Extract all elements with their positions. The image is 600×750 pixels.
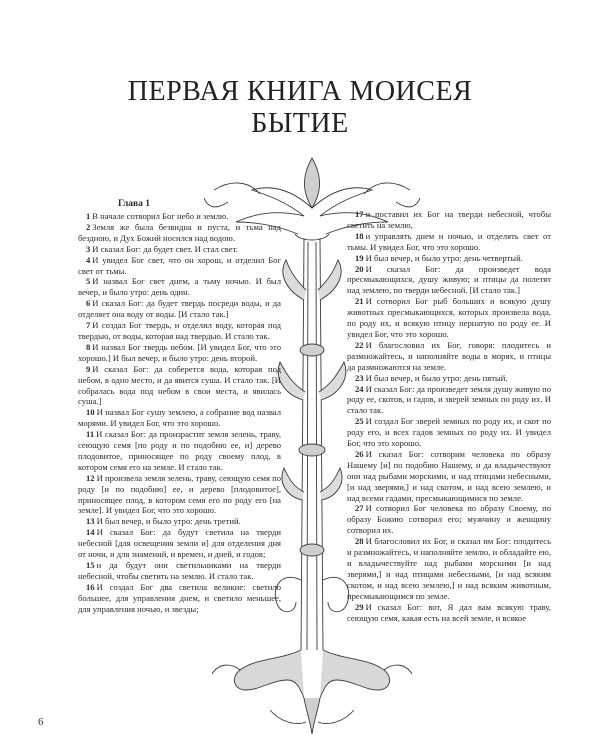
verse	[347, 253, 551, 264]
verse-text: И назвал Бог сушу землею, а собрание вод назвал морями. И увидел Бог, что это хорошо.	[78, 407, 281, 429]
verse-text: И сказал Бог: сотворим человека по образу Нашему [и] по подобию Нашему, и да владычествуют они над рыбами морскими, и над птицами небесными, [и над зверями,] и над скотом, и над всею землею, и над всеми гадами, пресмыкающимися по земле.	[347, 448, 551, 503]
verse-number: 13	[86, 516, 95, 527]
verse	[78, 244, 281, 255]
verse-number: 12	[86, 472, 95, 483]
verse-number: 9	[86, 363, 91, 374]
verse	[78, 527, 281, 560]
verse-number: 6	[86, 298, 91, 309]
verse	[78, 255, 281, 277]
verse-number: 7	[86, 320, 91, 331]
verse-number: 2	[86, 221, 91, 232]
verse	[347, 384, 551, 417]
book-title: ПЕРВАЯ КНИГА МОИСЕЯ	[127, 76, 473, 107]
verse	[78, 560, 281, 582]
verse-text: И был вечер, и было утро: день пятый.	[365, 372, 508, 383]
verse-number: 25	[355, 416, 364, 427]
verse-text: и управлять днем и ночью, и отделять свет от тьмы. И увидел Бог, что это хорошо.	[347, 230, 551, 252]
verse-number: 23	[355, 372, 364, 383]
verse-text: И сотворил Бог рыб больших и всякую душу животных пресмыкающихся, которых произвела вода, по роду их, и всякую птицу пернатую по роду ее. И увидел Бог, что это хорошо.	[347, 296, 551, 339]
right-column	[347, 209, 551, 623]
verse-text: И сотворил Бог человека по образу Своему, по образу Божию сотворил его; мужчину и женщину сотворил их.	[347, 503, 551, 536]
verse-text: И благословил их Бог, и сказал им Бог: плодитесь и размножайтесь, и наполняйте землю, и обладайте ею, и владычествуйте над рыбами морскими [и над зверями,] и над птицами небесными, [и над всяким скотом, и над всею землею,] и над всяким животным, пресмыкающимся по земле.	[347, 536, 551, 601]
verse-text: И назвал Бог свет днем, а тьму ночью. И был вечер, и было утро: день один.	[78, 276, 281, 298]
verse-number: 19	[355, 252, 364, 263]
verse-text: И был вечер, и было утро: день третий.	[96, 516, 241, 527]
verse-text: И сказал Бог: да будет твердь посреди воды, и да отделяет она воду от воды. [И стало так.]	[78, 298, 281, 320]
title-block	[0, 76, 600, 140]
verse	[347, 416, 551, 449]
verse-text: И благословил их Бог, говоря: плодитесь и размножайтесь, и наполняйте воды в морях, и птицы да размножаются на земле.	[347, 339, 551, 372]
verse-text: И произвела земля зелень, траву, сеющую семя по роду [и по подобию] ее, и дерево [плодовитое], приносящее плод, в котором семя его по роду его [на земле]. И увидел Бог, что это хорошо.	[78, 472, 281, 516]
verse-text: И создал Бог зверей земных по роду их, и скот по роду его, и всех гадов земных по роду их. И увидел Бог, что это хорошо.	[347, 416, 551, 449]
verse-number: 16	[86, 581, 95, 592]
verse	[347, 602, 551, 624]
verse	[78, 211, 281, 222]
verse-text: И создал Бог два светила великие: светило большее, для управления днем, и светило меньшее, для управления ночью, и звезды;	[78, 581, 281, 614]
verse-number: 21	[355, 296, 364, 307]
verse-text: И сказал Бог: да будет свет. И стал свет.	[92, 243, 238, 254]
verse-number: 20	[355, 263, 364, 274]
verse-number: 3	[86, 243, 91, 254]
verse-text: В начале сотворил Бог небо и землю.	[92, 211, 229, 221]
verse	[347, 296, 551, 340]
verse-text: Земля же была безвидна и пуста, и тьма над бездною, и Дух Божий носился над водою.	[78, 221, 281, 243]
verse	[347, 264, 551, 297]
verse	[347, 231, 551, 253]
verse-number: 5	[86, 276, 91, 287]
verse-number: 10	[86, 407, 95, 418]
verse	[78, 364, 281, 408]
verse-text: И сказал Бог: да произрастит земля зелень, траву, сеющую семя [по роду и по подобию ее, и] дерево плодовитое, приносящее по роду своему плод, в котором семя его на земле. И стало так.	[78, 429, 281, 472]
verse-number: 1	[86, 211, 91, 221]
verse-number: 8	[86, 341, 91, 352]
verse	[347, 209, 551, 231]
verse-number: 29	[355, 601, 364, 612]
verse	[78, 429, 281, 473]
verse-text: И сказал Бог: да соберется вода, которая под небом, в одно место, и да явится суша. И стало так. [И собралась вода под небом в свои места, и явилась суша.]	[78, 363, 281, 407]
verse	[78, 516, 281, 527]
verse	[78, 407, 281, 429]
verse-text: И создал Бог твердь, и отделил воду, которая под твердью, от воды, которая над твердью. И стало так.	[78, 320, 281, 341]
verse-text: и да будут они светильниками на тверди небесной, чтобы светить на землю. И стало так.	[78, 560, 281, 581]
page-number: 6	[38, 716, 44, 728]
verse-number: 28	[355, 536, 364, 547]
verse-number: 14	[86, 527, 95, 538]
verse	[78, 342, 281, 364]
verse	[78, 473, 281, 517]
book-subtitle: БЫТИЕ	[251, 108, 349, 139]
verse-text: И сказал Бог: вот, Я дал вам всякую траву, сеющую семя, какая есть на всей земле, и всякое	[347, 601, 551, 623]
verse-text: И сказал Бог: да будут светила на тверди небесной [для освещения земли и] для отделения дня от ночи, и для знамений, и времен, и дней, и годов;	[78, 527, 281, 560]
verse-number: 4	[86, 254, 91, 265]
verse-text: И увидел Бог свет, что он хорош, и отделил Бог свет от тьмы.	[78, 254, 281, 276]
verse-number: 17	[355, 209, 364, 219]
verse	[78, 298, 281, 320]
verse	[347, 536, 551, 601]
verse	[78, 320, 281, 342]
verse-number: 11	[86, 429, 95, 440]
verse-text: И был вечер, и было утро: день четвертый.	[365, 252, 523, 263]
chapter-heading: Глава 1	[118, 199, 151, 209]
verse	[78, 222, 281, 244]
verse	[347, 449, 551, 504]
verse	[347, 373, 551, 384]
verse-text: И сказал Бог: да произведет земля душу живую по роду ее, скотов, и гадов, и зверей земных по роду их. И стало так.	[347, 383, 551, 416]
verse	[347, 503, 551, 536]
verse-number: 15	[86, 560, 95, 570]
verse-number: 18	[355, 230, 364, 241]
verse-number: 27	[355, 503, 364, 514]
verse	[347, 340, 551, 373]
verse-text: И сказал Бог: да произведет вода пресмыкающихся, душу живую; и птицы да полетят над землею, по тверди небесной. [И стало так.]	[347, 263, 551, 296]
verse-number: 22	[355, 339, 364, 350]
verse-number: 26	[355, 448, 364, 459]
verse-text: И назвал Бог твердь небом. [И увидел Бог, что это хорошо.] И был вечер, и было утро: день второй.	[78, 341, 281, 363]
verse-number: 24	[355, 383, 364, 394]
verse	[78, 276, 281, 298]
verse	[78, 582, 281, 615]
verse-text: и поставил их Бог на тверди небесной, чтобы светить на землю,	[347, 209, 551, 230]
left-column	[78, 198, 281, 615]
